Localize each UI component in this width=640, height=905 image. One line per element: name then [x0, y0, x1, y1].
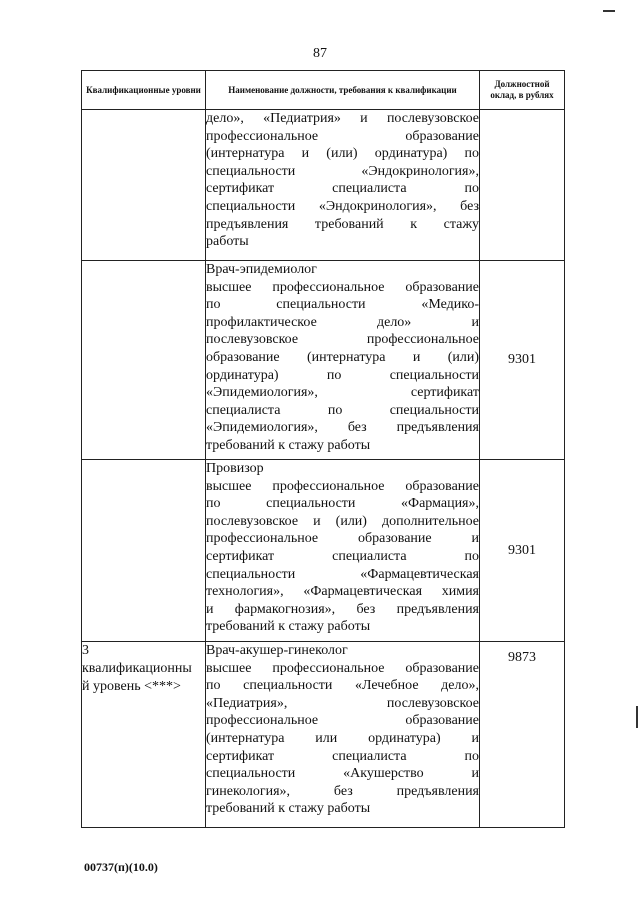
level-line: 3	[82, 643, 89, 658]
position-line: «Эпидемиология», без предъявления	[206, 420, 479, 436]
position-line: сертификат специалиста по	[206, 748, 479, 764]
header-position: Наименование должности, требования к квалификации	[206, 71, 480, 110]
scan-edge-mark	[636, 706, 638, 728]
position-line: высшее профессиональное образование	[206, 660, 479, 676]
position-line: профилактическое дело» и	[206, 314, 479, 330]
level-cell	[82, 642, 206, 828]
table-row	[82, 642, 565, 828]
position-line: предъявления требований к стажу	[206, 216, 479, 232]
position-line: высшее профессиональное образование	[206, 279, 479, 295]
position-line: высшее профессиональное образование	[206, 478, 479, 494]
salary-cell: 9873	[480, 642, 565, 828]
position-line: специальности «Акушерство и	[206, 766, 479, 782]
position-line: профессиональное образование	[206, 713, 479, 729]
salary-cell: 9301	[480, 460, 565, 642]
position-line: ординатура) по специальности	[206, 367, 479, 383]
salary-cell: 9301	[480, 261, 565, 460]
table-header-row	[82, 71, 565, 110]
qualification-table	[81, 70, 565, 828]
table-row	[82, 460, 565, 642]
position-line: образование (интернатура и (или)	[206, 349, 479, 365]
position-line: по специальности «Фармация»,	[206, 496, 479, 512]
level-cell	[82, 110, 206, 261]
level-line: й уровень <***>	[82, 679, 181, 694]
position-cell	[206, 261, 480, 460]
position-line: профессиональное образование и	[206, 531, 479, 547]
position-line: требований к стажу работы	[206, 801, 371, 817]
position-line: специальности «Эндокринология»,	[206, 163, 479, 179]
header-salary: Должностной оклад, в рублях	[480, 71, 565, 110]
position-line: гинекология», без предъявления	[206, 783, 479, 799]
position-cell	[206, 460, 480, 642]
position-line: (интернатура или ординатура) и	[206, 730, 479, 746]
position-line: «Педиатрия», послевузовское	[206, 695, 479, 711]
position-line: послевузовское и (или) дополнительное	[206, 513, 479, 529]
position-title: Провизор	[206, 461, 264, 476]
position-line: технология», «Фармацевтическая химия	[206, 584, 479, 600]
page-number: 87	[313, 46, 327, 61]
position-line: специалиста по специальности	[206, 402, 479, 418]
position-line: «Эпидемиология», сертификат	[206, 385, 479, 401]
position-title: Врач-акушер-гинеколог	[206, 643, 348, 658]
table-row	[82, 110, 565, 261]
header-level: Квалификационные уровни	[82, 71, 206, 110]
position-cell	[206, 110, 480, 261]
position-line: сертификат специалиста по	[206, 548, 479, 564]
position-line: работы	[206, 234, 249, 250]
level-cell	[82, 460, 206, 642]
scan-edge-mark	[603, 10, 615, 12]
position-line: сертификат специалиста по	[206, 181, 479, 197]
level-line: квалификационны	[82, 661, 192, 676]
position-line: (интернатура и (или) ординатура) по	[206, 146, 479, 162]
position-line: требований к стажу работы	[206, 437, 371, 453]
footer-code: 00737(п)(10.0)	[84, 860, 158, 874]
salary-cell	[480, 110, 565, 261]
table-row	[82, 261, 565, 460]
position-cell	[206, 642, 480, 828]
position-line: и фармакогнозия», без предъявления	[206, 601, 479, 617]
position-title: Врач-эпидемиолог	[206, 262, 317, 277]
position-line: дело», «Педиатрия» и послевузовское	[206, 111, 479, 126]
position-line: профессиональное образование	[206, 128, 479, 144]
position-line: по специальности «Медико-	[206, 297, 479, 313]
position-line: специальности «Эндокринология», без	[206, 198, 479, 214]
position-line: требований к стажу работы	[206, 619, 371, 635]
level-cell	[82, 261, 206, 460]
position-line: послевузовское профессиональное	[206, 332, 479, 348]
position-line: специальности «Фармацевтическая	[206, 566, 479, 582]
position-line: по специальности «Лечебное дело»,	[206, 678, 479, 694]
